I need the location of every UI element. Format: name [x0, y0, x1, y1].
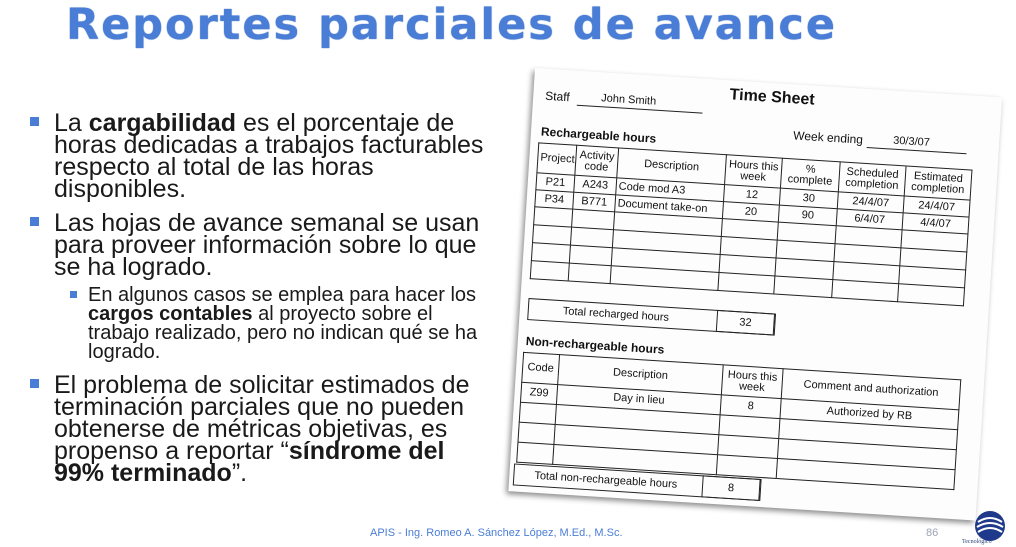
- table-cell: Z99: [520, 382, 557, 404]
- table-header-cell: Hours this week: [725, 155, 783, 188]
- bullet-bold-text: síndrome del 99% terminado: [54, 437, 445, 487]
- staff-label: Staff: [544, 88, 571, 105]
- bullet-text: Las hojas de avance semanal se usan para proveer información sobre lo que se ha logrado.: [54, 209, 480, 281]
- table-header-cell: Activity code: [575, 145, 619, 178]
- rechargeable-table: [530, 142, 973, 306]
- bullet-bold-text: cargabilidad: [88, 109, 237, 137]
- table-cell: P21: [536, 173, 575, 192]
- table-header-cell: Description: [617, 148, 727, 185]
- table-cell: Day in lieu: [556, 385, 721, 415]
- timesheet-image: [508, 68, 1002, 521]
- total-recharged-box: [527, 298, 776, 336]
- table-cell: A243: [574, 175, 617, 195]
- table-cell: Authorized by RB: [780, 399, 959, 430]
- table-header-cell: Comment and authorization: [781, 369, 961, 410]
- table-cell: P34: [535, 190, 574, 209]
- total-nonrecharged-value: 8: [701, 475, 760, 501]
- bullet-item: [30, 109, 485, 203]
- sub-bullet-text: En algunos casos se emplea para hacer los: [88, 284, 477, 306]
- table-cell: 90: [778, 205, 837, 226]
- footer-author: APIS - Ing. Romeo A. Sánchez López, M.Ed., M.Sc.: [370, 527, 623, 539]
- bullet-square-icon: [30, 379, 39, 388]
- table-cell: 24/4/07: [837, 192, 904, 213]
- sub-bullet-bold-text: cargos contables: [88, 303, 253, 325]
- total-nonrecharged-label: Total non-rechargeable hours: [534, 469, 678, 491]
- table-cell: Document take-on: [615, 195, 724, 219]
- table-header-cell: Description: [558, 355, 724, 395]
- sub-bullet-item: [30, 286, 485, 362]
- table-header-cell: % complete: [780, 158, 840, 192]
- table-cell: 24/4/07: [903, 196, 970, 217]
- table-cell: 20: [722, 202, 779, 222]
- bullet-list: [30, 109, 485, 496]
- bullet-text: ”.: [231, 459, 248, 487]
- table-cell: B771: [573, 192, 616, 212]
- week-ending-value: 30/3/07: [892, 134, 931, 149]
- nonrecharge-title: Non-rechargeable hours: [525, 333, 665, 357]
- table-cell: 30: [779, 188, 838, 209]
- table-cell: 4/4/07: [902, 213, 969, 234]
- bullet-text: La: [54, 109, 89, 137]
- table-cell: 12: [723, 185, 780, 205]
- table-header-cell: Code: [522, 352, 560, 384]
- bullet-item: [30, 209, 485, 281]
- week-ending-label: Week ending: [792, 128, 864, 147]
- slide-title: Reportes parciales de avance: [66, 0, 838, 50]
- timesheet-title: Time Sheet: [729, 86, 816, 109]
- table-cell: Code mod A3: [616, 178, 725, 202]
- staff-name: John Smith: [600, 92, 657, 108]
- logo-text: Tecnológico: [962, 539, 992, 545]
- page-number: 86: [926, 527, 939, 539]
- bullet-item: [30, 371, 485, 487]
- table-header-cell: Scheduled completion: [838, 162, 906, 196]
- sub-bullet-text: al proyecto sobre el trabajo realizado, pero no indican qué se ha logrado.: [88, 303, 478, 363]
- sub-bullet-square-icon: [70, 291, 77, 298]
- bullet-square-icon: [30, 217, 39, 226]
- table-header-cell: Hours this week: [721, 365, 783, 399]
- bullet-square-icon: [30, 117, 39, 126]
- table-cell: 8: [720, 395, 781, 419]
- table-cell: 6/4/07: [836, 209, 903, 230]
- total-recharged-value: 32: [716, 310, 775, 336]
- table-header-cell: Estimated completion: [904, 166, 972, 200]
- total-recharged-label: Total recharged hours: [562, 305, 670, 324]
- bullet-text: El problema de solicitar estimados de terminación parciales que no pueden obtenerse de métricas objetivas, es propenso a reportar “: [54, 371, 470, 465]
- bullet-text: es el porcentaje de horas dedicadas a trabajos facturables respecto al total de las horas disponibles.: [54, 109, 484, 203]
- table-header-cell: Project: [537, 143, 577, 175]
- rechargeable-title: Rechargeable hours: [540, 124, 657, 146]
